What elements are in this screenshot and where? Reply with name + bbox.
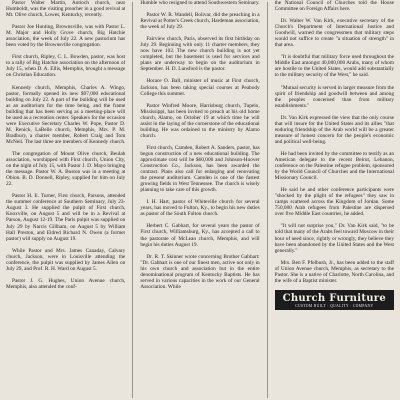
article-paragraph: Mrs. Ben F. Pfelbush, Jr., has been added to the staff of Union Avenue church, Memphis, as secretary to the Pastor. She is a native of Charlotte, North Carolina, and the wife of a Baptist minister. (274, 259, 394, 284)
article-paragraph: I. H. Hart, pastor of Whiteville church for several years, has moved to Fulton, Ky., to begin his new duties as pastor of the South Fulton church. (140, 199, 260, 218)
column-left (6, 0, 125, 400)
column-divider (267, 2, 268, 398)
ad-title: Church Furniture (282, 292, 387, 304)
column-divider (132, 2, 133, 398)
article-paragraph: the National Council of Churches told the House Committee on Foreign Affairs here. (274, 0, 394, 13)
article-paragraph: Pastor J. G. Hughes, Union Avenue church, Memphis, also attended the conf- (6, 277, 126, 290)
article-paragraph: Dr. Van Kirk expressed the view that the only course that will insure for the United States and its allies "that enduring friendship of the Arab world will be a greater measure of honest concern for the people's economic and political well-being. (274, 114, 394, 145)
article-paragraph: Pastor H. E. Turner, First church, Parsons, attended the summer conference at Southern Seminary, July 23-August 3. He supplied the pulpit of First church, Knoxville, on August 5 and will be in a Revival at Parson, August 12-19. The Paris pulpit was supplied on July 29 by Narcis Gillham, on August 5 by William Hall Preston, and Eldred Richard N. Owen (a former pastor) will supply on August 19. (6, 193, 126, 242)
article-paragraph: The congregation of Mount Olive church, Beulah association, worshipped with First church, Union City, on the night of July 15, with Pastor J. D. Mayo bringing the message. Pastor W. A. Boston was in a meeting at Obion. B. D. Donnell, Ripley, supplied for him on July 22. (6, 150, 126, 188)
church-furniture-ad (275, 290, 394, 310)
article-paragraph: "Mutual security is served in larger measure from the spirit of friendship and goodwill between and among the peoples concerned than from military establishments." (274, 84, 394, 109)
column-right-wrapper (275, 0, 394, 400)
article-paragraph: He had been invited by the committee to testify as an American delegate to the recent Beirut, Lebanon, conference on the Palestine refugee problem, sponsored by the World Council of Churches and the International Missionary Council. (274, 150, 394, 182)
article-paragraph: Humble who resigned to attend Southwestern Seminary. (140, 0, 260, 6)
article-paragraph: Fairview church, Paris, observed its first birthday on July 29. Beginning with only 11 charter members, they now have 102. The new church building is not yet completed, but the basement is used for services and plans are underway to begin on the auditorium in September. H. D. Lunsford is the pastor. (140, 36, 260, 73)
article-paragraph: Kennedy church, Memphis, Charles A. Wingo, pastor, formally opened its new $97,000 educational building on July 22. A part of the building will be used as an auditorium for the time being, and the frame building that has been serving as a meeting-place will be used as a recreation center. Speakers for the occasion were Executive Secretary Charles W. Pope, Pastor D. M. Renick, LaBelle church, Memphis, Mrs. P. M. Bradbury, a charter member, Robert Craig and Tom McNeil. The last three are members of Kennedy church. (6, 84, 126, 145)
article-paragraph: "It will not surprise you," Dr. Van Kirk said, "to be told that many of the Arabs feel toward Moscow in their hour of need since, rightly or wrongly, they believe they have been abandoned by the United States and the West generally." (274, 223, 394, 254)
article-paragraph: First church, Ripley, C. L. Bowden, pastor, was host to a rally of Big Hatchie association on the afternoon of July 15, when D. A. Ellis, Memphis, brought a message on Christian Education. (6, 54, 126, 79)
article-paragraph: Herbert C. Gabhart, for several years the pastor of First church, Williamsburg, Ky., has accepted a call to the pastorate of McLean church, Memphis, and will begin his duties August 19. (140, 223, 260, 248)
article-paragraph: Pastor Joe Hunting, Brownsville, was with Pastor L. M. Major and Holly Grove church, Big Hatchie association, the week of July 22. A new pastorium has been voted by the Brownsville congregation. (6, 24, 126, 49)
ad-subtitle: CUSTOM BUILT · QUALITY · COMPANY (295, 303, 374, 308)
article-paragraph: He said he and other conference participants were "shocked by the plight of the refugees" they saw in camps scattered across the Kingdom of Jordan. Some 750,000 Arab refugees from Palestine are dispersed over five Middle East countries, he added. (274, 187, 394, 218)
article-paragraph: "It is doubtful that military force used throughout the Middle East amongst 40,000,000 Arabs, many of whom are hostile to the United States, would add substantially to the military security of the West," he said. (274, 54, 394, 79)
article-paragraph: While Pastor and Mrs. James Canaday, Calvary church, Jackson, were in Louisville attending the conference, the pulpit was supplied by James Allen on July 29, and Prof. R. H. Ward on August 5. (6, 247, 126, 272)
column-right (275, 0, 394, 284)
article-paragraph: Horace O. Ball, minister of music at First church, Jackson, has been taking special courses at Peabody College this summer. (140, 78, 260, 97)
article-paragraph: Dr. Walter W. Van Kirk, executive secretary of the Church's Department of International Justice and Goodwill, warned the congressmen that military steps would not suffice to create "a situation of strength" in that area. (274, 18, 394, 49)
article-paragraph: Pastor Walter Martin, Antioch church, near Humboldt, was the visiting preacher in a good revival at Mt. Olive church, Lowes, Kentucky, recently. (6, 0, 126, 19)
article-paragraph: First church, Camden, Robert A. Sanders, pastor, has begun construction of a new educational building. The approximate cost will be $60,000 and Johnson-Hoover Construction Co., Jackson, has been awarded the contract. Plans also call for enlarging and renovating the present auditorium. Camden is one of the fastest growing fields in West Tennessee. The church is wisely planning to take care of this growth. (140, 144, 260, 194)
article-paragraph: Pastor Winfred Moore, Harrisburg church, Tupelo, Mississippi, has been invited to preach at his old home church, Alamo, on October 19 at which time he will assist in the laying of the cornerstone of the educational building. He was ordained to the ministry by Alamo church. (140, 102, 260, 139)
article-paragraph: Pastor W. R. Wandell, Bolivar, did the preaching in a Revival at Potter's Creek church, Hardeman association, the week of July 29. (140, 12, 260, 31)
column-middle (140, 0, 259, 400)
article-paragraph: Dr. R. T. Skinner wrote concerning Brother Gabhart: "Dr. Gabhart is one of our finest men, active not only in his own church and association but in the entire denominational program of Kentucky Baptists. He has served in various capacities in the work of our General Association. While (140, 253, 260, 290)
